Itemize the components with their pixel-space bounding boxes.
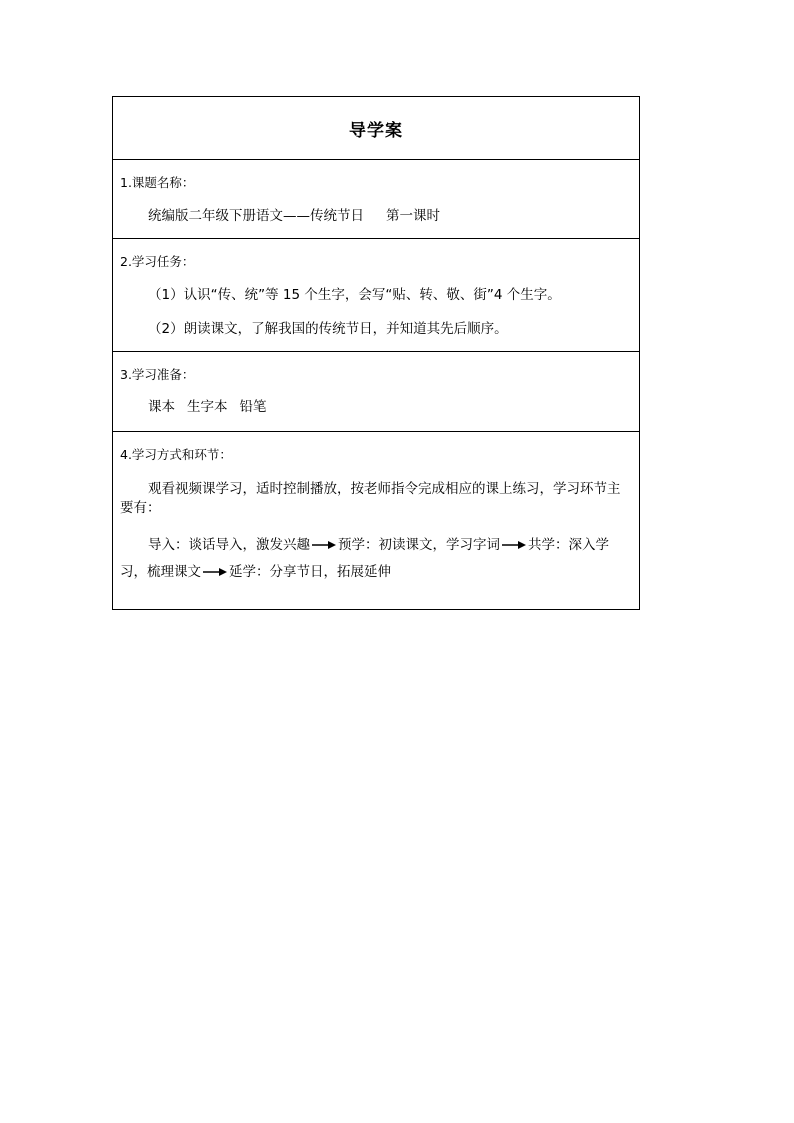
arrow-right-icon [312, 540, 336, 550]
step-item: 预学：初读课文，学习字词 [338, 537, 500, 553]
section-learning-tasks [113, 239, 640, 352]
section-heading: 4.学习方式和环节： [120, 447, 232, 462]
step-item: 导入：谈话导入，激发兴趣 [148, 537, 310, 553]
guide-table [112, 96, 640, 610]
step-item: 共学：深入学习，梳理课文 [120, 537, 609, 580]
materials-line [120, 399, 633, 416]
course-line [120, 208, 633, 225]
method-intro: 观看视频课学习，适时控制播放，按老师指令完成相应的课上练习，学习环节主要有： [120, 481, 621, 516]
course-title: 统编版二年级下册语文——传统节日 [148, 208, 364, 224]
learning-steps [120, 532, 633, 586]
document-title: 导学案 [349, 120, 403, 141]
task-item: （1）认识“传、统”等 15 个生字，会写“贴、转、敬、街”4 个生字。 [148, 287, 561, 303]
section-learning-method [113, 432, 640, 610]
section-preparation [113, 352, 640, 432]
arrow-right-icon [502, 540, 526, 550]
section-heading: 2.学习任务： [120, 254, 195, 269]
task-item: （2）朗读课文，了解我国的传统节日，并知道其先后顺序。 [148, 321, 508, 337]
material-item: 生字本 [187, 399, 228, 415]
title-cell [113, 97, 640, 160]
section-course-name [113, 160, 640, 239]
material-item: 课本 [148, 399, 175, 415]
arrow-right-icon [203, 567, 227, 577]
section-heading: 1.课题名称： [120, 175, 195, 190]
lesson-label: 第一课时 [386, 208, 440, 224]
step-item: 延学：分享节日，拓展延伸 [229, 564, 391, 580]
material-item: 铅笔 [239, 399, 267, 415]
section-heading: 3.学习准备： [120, 367, 195, 382]
